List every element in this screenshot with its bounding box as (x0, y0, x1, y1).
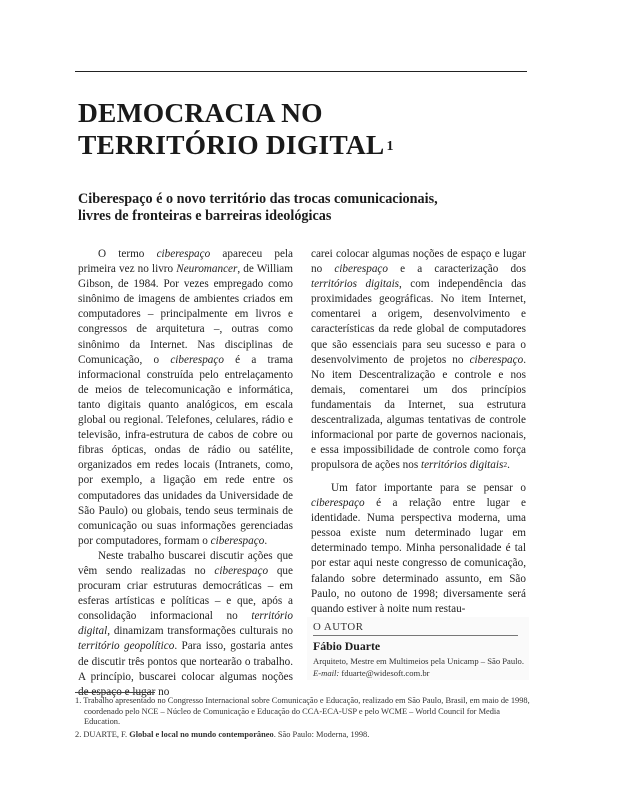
paragraph-2: Neste trabalho buscarei discutir ações que vêm sendo realizadas no ciberespaço que procuram criar estruturas democráticas – em esferas artísticas e políticas – e que, após a consolidação informacional no território digital, dinamizam transformações culturais no território geopolítico. Para isso, gostaria antes de discutir três pontos que nortearão o trabalho. A princípio, buscarei colocar algumas noções de espaço e lugar no (78, 549, 293, 698)
title-footnote-ref[interactable]: 1 (386, 139, 394, 154)
body-column-left (78, 247, 293, 700)
subtitle-line-2: livres de fronteiras e barreiras ideológicas (78, 208, 332, 224)
paragraph-3: Um fator importante para se pensar o ciberespaço é a relação entre lugar e identidade. Numa perspectiva moderna, uma pessoa existe num determinado lugar em determinado tempo. Minha personalidade é tal por estar aqui neste congresso de comunicação, falando sobre determinado assunto, em São Paulo, no outono de 1998; diversamente será quando estiver à noite num restau- (311, 482, 526, 615)
title-line-1: DEMOCRACIA NO (78, 97, 323, 128)
body-column-right (311, 247, 526, 473)
top-rule (75, 71, 527, 72)
title-line-2: TERRITÓRIO DIGITAL (78, 129, 385, 160)
footnote-2: 2. DUARTE, F. Global e local no mundo contemporâneo. São Paulo: Moderna, 1998. (75, 729, 370, 739)
footnotes (75, 696, 530, 742)
author-email[interactable]: fduarte@widesoft.com.br (339, 667, 430, 678)
footnote-1: 1. Trabalho apresentado no Congresso Internacional sobre Comunicação e Educação, realizado em São Paulo, Brasil, em maio de 1998, coordenado pelo NCE – Núcleo de Comunicação e Educação do CCA-ECA-USP e pelo WCME – World Council for Media Education. (75, 696, 530, 727)
body-column-right-lower (311, 481, 526, 617)
author-name: Fábio Duarte (313, 639, 381, 653)
subtitle-line-1: Ciberespaço é o novo território das trocas comunicacionais, (78, 191, 438, 207)
article-title (78, 97, 394, 161)
paragraph-2-continued: carei colocar algumas noções de espaço e lugar no ciberespaço e a caracterização dos territórios digitais, com independência das proximidades geográficas. No item Internet, comentarei a origem, desenvolvimento e características da rede global de computadores que são essenciais para seu sucesso e para o desenvolvimento de projetos no ciberespaço. No item Descentralização e controle e nos demais, comentarei um dos princípios fundamentais da Internet, sua estrutura descentralizada, algumas tentativas de controle informacional por parte de governos nacionais, e essa impossibilidade de controle como força propulsora de ações nos territórios digitais$^2$. (311, 248, 526, 472)
author-heading: O AUTOR (313, 621, 518, 636)
author-bio: Arquiteto, Mestre em Multimeios pela Unicamp – São Paulo. E-mail: fduarte@widesoft.com.br (313, 656, 524, 678)
footnote-ref-2[interactable]: 2 (503, 460, 508, 470)
article-subtitle (78, 191, 538, 225)
footnote-rule (75, 692, 155, 693)
author-box (307, 617, 529, 680)
paragraph-1: O termo ciberespaço apareceu pela primeira vez no livro Neuromancer, de William Gibson, de 1984. Por vezes empregado como sinônimo de imagens de ambientes criados em computadores – principalmente em livros e congressos de arquitetura –, outras como sinônimo da Internet. Nas disciplinas de Comunicação, o ciberespaço é a trama informacional construída pelo entrelaçamento de meios de telecomunicação e informática, tanto digitais quanto analógicos, em escala global ou regional. Telefones, celulares, rádio e televisão, infra-estrutura de cabos de cobre ou fibras ópticas, ondas de rádio ou satélite, organizados em redes locais (Intranets, como, por exemplo, a ligação em rede entre os computadores das unidades da Universidade de São Paulo) ou globais, tendo seus terminais de comunicação ou suas informações gerenciadas por computadores, formam o ciberespaço. (78, 248, 293, 547)
